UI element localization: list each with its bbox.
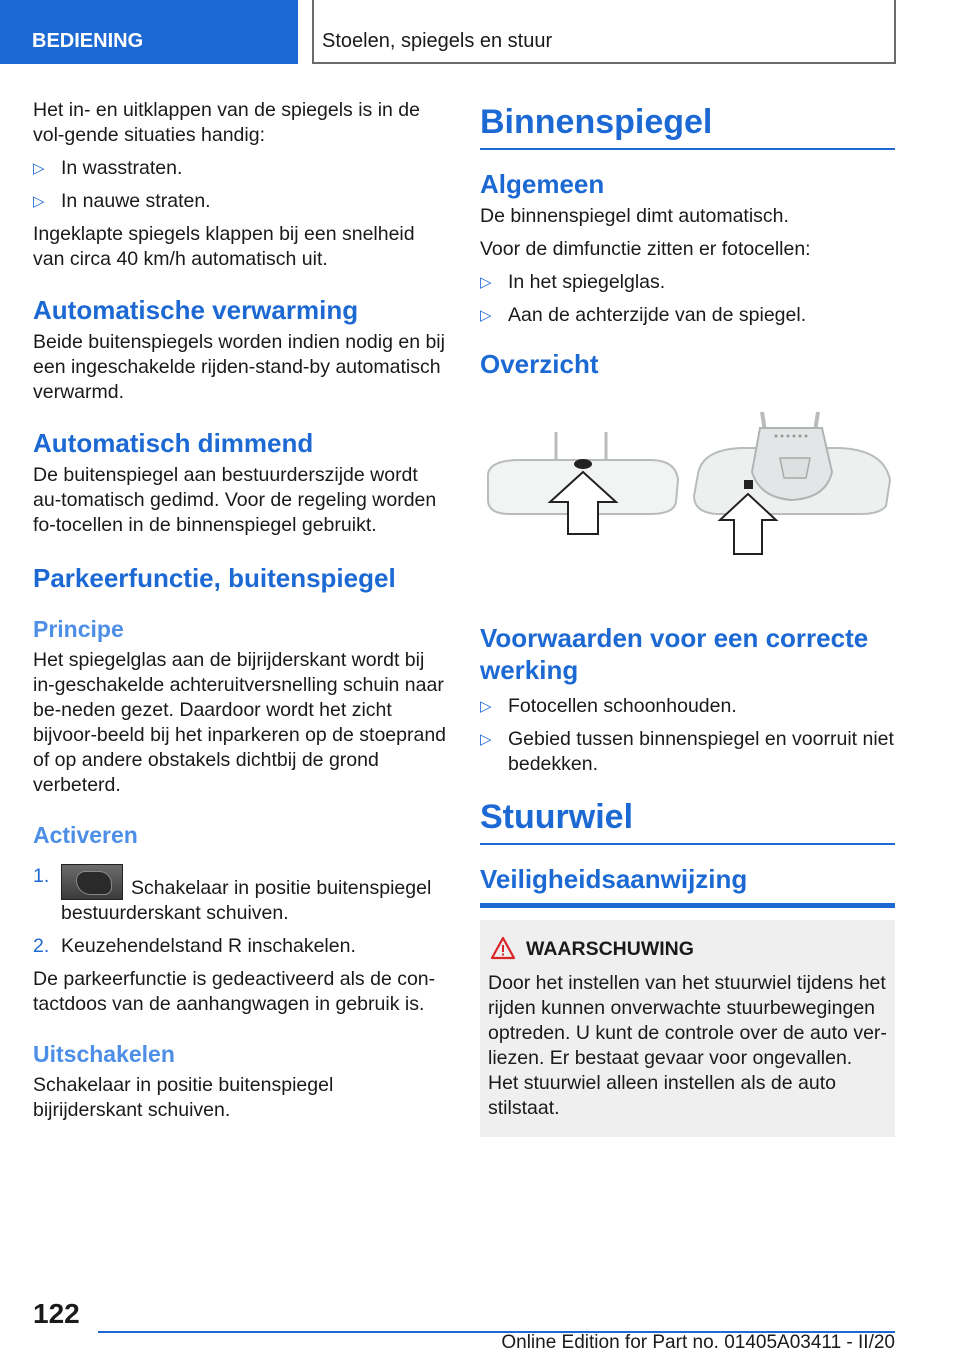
list-item: 2. Keuzehendelstand R inschakelen. xyxy=(33,935,356,957)
list-item: ▷ In het spiegelglas. xyxy=(480,271,666,293)
dimming-text: De buitenspiegel aan bestuurderszijde wordt au-tomatisch gedimd. Voor de regeling worden fo-tocellen in de binnenspiegel gebruikt. xyxy=(33,464,437,536)
right-column xyxy=(480,100,895,1137)
page-number: 122 xyxy=(33,1298,80,1329)
heading-rule xyxy=(480,148,895,150)
photocell-front xyxy=(574,459,592,469)
list-item: ▷ In wasstraten. xyxy=(33,157,183,179)
triangle-right-icon: ▷ xyxy=(480,274,492,291)
mirror-switch-icon xyxy=(61,864,123,900)
mirror-illustration xyxy=(480,402,895,582)
left-column xyxy=(33,98,448,1131)
warning-title: WAARSCHUWING xyxy=(488,938,887,961)
heading-rule xyxy=(480,843,895,845)
triangle-right-icon: ▷ xyxy=(480,307,492,324)
triangle-right-icon: ▷ xyxy=(33,193,45,210)
steering-wheel-heading: Stuurwiel xyxy=(480,798,634,836)
general-heading: Algemeen xyxy=(480,169,605,199)
deactivate-text: Schakelaar in positie buitenspiegel bijrijderskant schuiven. xyxy=(33,1074,334,1121)
list-item: ▷ Gebied tussen binnenspiegel en voorruit niet bedekken. xyxy=(480,728,894,775)
general-text-2: Voor de dimfunctie zitten er fotocellen: xyxy=(480,238,811,260)
photocell-back xyxy=(744,480,753,489)
conditions-heading: Voorwaarden voor een correcte werking xyxy=(480,623,869,685)
intro-text: Het in- en uitklappen van de spiegels is in de vol-gende situaties handig: xyxy=(33,99,420,146)
warning-triangle-icon xyxy=(490,936,516,966)
list-item: ▷ In nauwe straten. xyxy=(33,190,211,212)
triangle-right-icon: ▷ xyxy=(33,160,45,177)
interior-mirror-figure xyxy=(480,402,895,582)
intro-list xyxy=(33,156,448,214)
principle-text: Het spiegelglas aan de bijrijderskant wordt bij in-geschakelde achteruitversnelling schuin naar be-neden gezet. Daardoor wordt het zicht bijvoor-beeld bij het inparkeren op de stoeprand of op andere obstakels dichtbij de grond verbeterd. xyxy=(33,649,447,796)
chapter-header xyxy=(312,0,896,64)
list-item: 1. Schakelaar in positie buitenspiegel bestuurderskant schuiven. xyxy=(33,865,432,924)
general-text-1: De binnenspiegel dimt automatisch. xyxy=(480,205,789,227)
activate-steps xyxy=(33,864,448,959)
interior-mirror-heading: Binnenspiegel xyxy=(480,103,713,141)
heating-heading: Automatische verwarming xyxy=(33,295,359,325)
general-list xyxy=(480,270,895,328)
dimming-heading: Automatisch dimmend xyxy=(33,428,314,458)
edition-text: Online Edition for Part no. 01405A03411 - II/20 xyxy=(501,1332,895,1353)
conditions-list xyxy=(480,694,895,777)
safety-heading: Veiligheidsaanwijzing xyxy=(480,864,748,894)
list-item: ▷ Fotocellen schoonhouden. xyxy=(480,695,737,717)
warning-box xyxy=(480,920,895,1137)
parking-heading: Parkeerfunctie, buitenspiegel xyxy=(33,563,396,593)
folded-note: Ingeklapte spiegels klappen bij een snelheid van circa 40 km/h automatisch uit. xyxy=(33,223,415,270)
triangle-right-icon: ▷ xyxy=(480,698,492,715)
chapter-title: Stoelen, spiegels en stuur xyxy=(322,30,553,52)
principle-heading: Principe xyxy=(33,616,124,642)
section-tab xyxy=(0,0,298,64)
section-title: BEDIENING xyxy=(32,30,144,52)
warning-rule xyxy=(480,903,895,908)
warning-text: Door het instellen van het stuurwiel tijdens het rijden kunnen onverwachte stuurbewegingen optreden. U kunt de controle over de auto ver-liezen. Er bestaat gevaar voor ongevallen. Het stuurwiel alleen instellen als de auto stilstaat. xyxy=(488,972,887,1119)
activate-note: De parkeerfunctie is gedeactiveerd als de con-tactdoos van de aanhangwagen in gebruik is. xyxy=(33,968,436,1015)
activate-heading: Activeren xyxy=(33,822,138,848)
list-item: ▷ Aan de achterzijde van de spiegel. xyxy=(480,304,807,326)
overview-heading: Overzicht xyxy=(480,349,599,379)
triangle-right-icon: ▷ xyxy=(480,731,492,748)
heating-text: Beide buitenspiegels worden indien nodig en bij een ingeschakelde rijden-stand-by automatisch verwarmd. xyxy=(33,331,445,403)
deactivate-heading: Uitschakelen xyxy=(33,1041,175,1067)
